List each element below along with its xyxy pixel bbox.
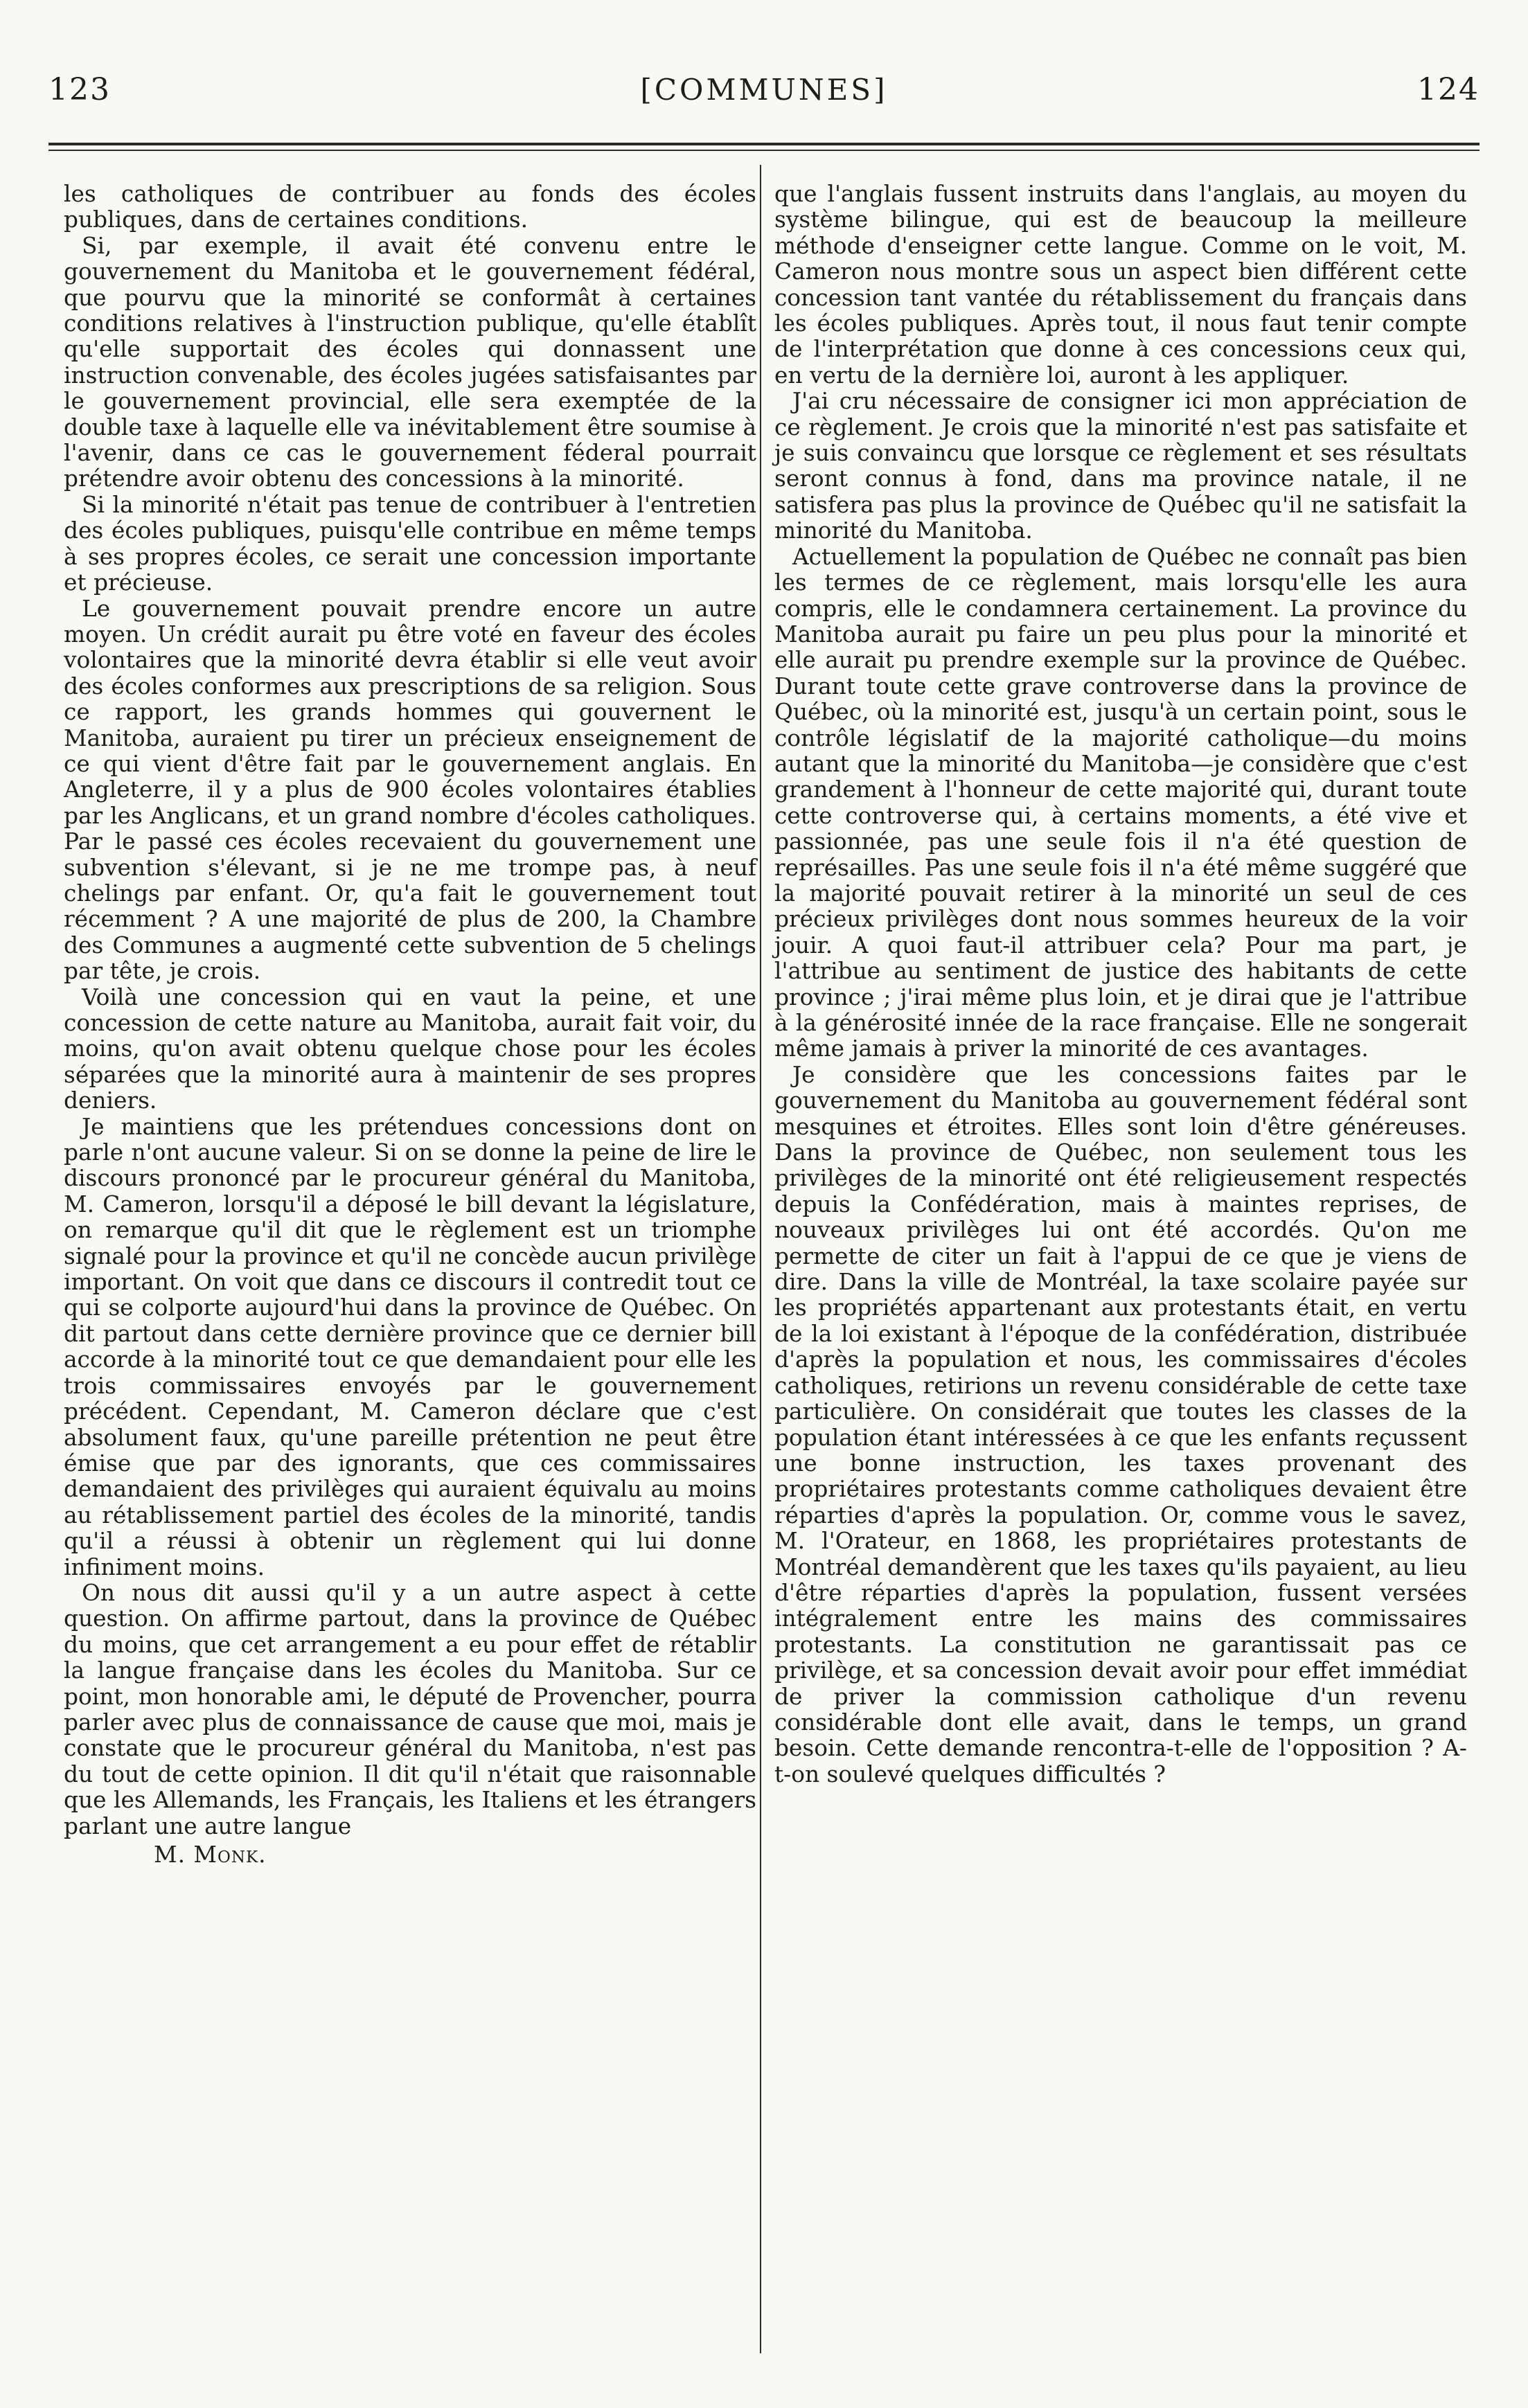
paragraph: Voilà une concession qui en vaut la peine, et une concession de cette nature au Manitoba, aurait fait voir, du moins, qu'on avait obtenu quelque chose pour les écoles séparées que la minorité aura à maintenir de ses propres deniers. [64, 983, 756, 1114]
column-divider [760, 165, 761, 2353]
paragraph: Si, par exemple, il avait été convenu entre le gouvernement du Manitoba et le gouvernement fédéral, que pourvu que la minorité se conformât à certaines conditions relatives à l'instruction publique, qu'elle établît qu'elle supportait des écoles qui donnassent une instruction convenable, des écoles jugées satisfaisantes par le gouvernement provincial, elle sera exemptée de la double taxe à laquelle elle va inévitablement être soumise à l'avenir, dans ce cas le gouvernement féderal pourrait prétendre avoir obtenu des concessions à la minorité. [64, 232, 756, 492]
section-title: [COMMUNES] [640, 72, 888, 107]
page-header [48, 65, 1480, 114]
header-rule-thin [48, 150, 1480, 151]
paragraph: Je considère que les concessions faites par le gouvernement du Manitoba au gouvernement fédéral sont mesquines et étroites. Elles sont loin d'être généreuses. Dans la province de Québec, non seulement tous les privilèges de la minorité ont été religieusement respectés depuis la Confédération, mais à maintes reprises, de nouveaux privilèges lui ont été accordés. Qu'on me permette de citer un fait à l'appui de ce que je viens de dire. Dans la ville de Montréal, la taxe scolaire payée sur les propriétés appartenant aux protestants était, en vertu de la loi existant à l'époque de la confédération, distribuée d'après la population et nous, les commissaires d'écoles catholiques, retirions un revenu considérable de cette taxe particulière. On considérait que toutes les classes de la population étant intéressées à ce que les enfants reçussent une bonne instruction, les taxes provenant des propriétaires protestants comme catholiques devaient être réparties d'après la population. Or, comme vous le savez, M. l'Orateur, en 1868, les propriétaires protestants de Montréal demandèrent que les taxes qu'ils payaient, au lieu d'être réparties d'après la population, fussent versées intégralement entre les mains des commissaires protestants. La constitution ne garantissait pas ce privilège, et sa concession devait avoir pour effet immédiat de priver la commission catholique d'un revenu considérable dont elle avait, dans le temps, un grand besoin. Cette demande rencontra-t-elle de l'opposition ? A-t-on soulevé quelques difficultés ? [774, 1061, 1467, 1787]
paragraph: Je maintiens que les prétendues concessions dont on parle n'ont aucune valeur. Si on se donne la peine de lire le discours prononcé par le procureur général du Manitoba, M. Cameron, lorsqu'il a déposé le bill devant la législature, on remarque qu'il dit que le règlement est un triomphe signalé pour la province et qu'il ne concède aucun privilège important. On voit que dans ce discours il contredit tout ce qui se colporte aujourd'hui dans la province de Québec. On dit partout dans cette dernière province que ce dernier bill accorde à la minorité tout ce que demandaient pour elle les trois commissaires envoyés par le gouvernement précédent. Cependant, M. Cameron déclare que c'est absolument faux, qu'une pareille prétention ne peut être émise que par des ignorants, que ces commissaires demandaient des privilèges qui auraient équivalu au moins au rétablissement partiel des écoles de la minorité, tandis qu'il a réussi à obtenir un règlement qui lui donne infiniment moins. [64, 1113, 756, 1580]
right-column [774, 181, 1467, 1787]
header-rule [48, 143, 1480, 145]
paragraph: Actuellement la population de Québec ne connaît pas bien les termes de ce règlement, mais lorsqu'elle les aura compris, elle le condamnera certainement. La province du Manitoba aurait pu faire un peu plus pour la minorité et elle aurait pu prendre exemple sur la province de Québec. Durant toute cette grave controverse dans la province de Québec, où la minorité est, jusqu'à un certain point, sous le contrôle législatif de la majorité catholique—du moins autant que la minorité du Manitoba—je considère que c'est grandement à l'honneur de cette majorité qui, durant toute cette controverse qui, à certains moments, a été vive et passionnée, pas une seule fois il n'a été question de représailles. Pas une seule fois il n'a été même suggéré que la majorité pouvait retirer à la minorité un seul de ces précieux privilèges dont nous sommes heureux de la voir jouir. A quoi faut-il attribuer cela? Pour ma part, je l'attribue au sentiment de justice des habitants de cette province ; j'irai même plus loin, et je dirai que je l'attribue à la générosité innée de la race française. Elle ne songerait même jamais à priver la minorité de ces avantages. [774, 543, 1467, 1062]
speaker-name: M. Monk. [154, 1841, 267, 1868]
paragraph: Si la minorité n'était pas tenue de contribuer à l'entretien des écoles publiques, puisqu'elle contribue en même temps à ses propres écoles, ce serait une concession importante et précieuse. [64, 491, 756, 596]
paragraph: que l'anglais fussent instruits dans l'anglais, au moyen du système bilingue, qui est de beaucoup la meilleure méthode d'enseigner cette langue. Comme on le voit, M. Cameron nous montre sous un aspect bien différent cette concession tant vantée du rétablissement du français dans les écoles publiques. Après tout, il nous faut tenir compte de l'interprétation que donne à ces concessions ceux qui, en vertu de la dernière loi, auront à les appliquer. [774, 181, 1467, 389]
paragraph: J'ai cru nécessaire de consigner ici mon appréciation de ce règlement. Je crois que la minorité n'est pas satisfaite et je suis convaincu que lorsque ce règlement et ses résultats seront connus à fond, dans ma province natale, il ne satisfera pas plus la province de Québec qu'il ne satisfait la minorité du Manitoba. [774, 388, 1467, 544]
paragraph: On nous dit aussi qu'il y a un autre aspect à cette question. On affirme partout, dans la province de Québec du moins, que cet arrangement a eu pour effet de rétablir la langue française dans les écoles du Manitoba. Sur ce point, mon honorable ami, le député de Provencher, pourra parler avec plus de connaissance de cause que moi, mais je constate que le procureur général du Manitoba, n'est pas du tout de cette opinion. Il dit qu'il n'était que raisonnable que les Allemands, les Français, les Italiens et les étrangers parlant une autre langue [64, 1579, 756, 1839]
page-number-left: 123 [48, 71, 111, 107]
left-column [64, 181, 756, 1868]
page-number-right: 124 [1417, 71, 1480, 107]
paragraph: Le gouvernement pouvait prendre encore un autre moyen. Un crédit aurait pu être voté en faveur des écoles volontaires que la minorité devra établir si elle veut avoir des écoles conformes aux prescriptions de sa religion. Sous ce rapport, les grands hommes qui gouvernent le Manitoba, auraient pu tirer un précieux enseignement de ce qui vient d'être fait par le gouvernement anglais. En Angleterre, il y a plus de 900 écoles volontaires établies par les Anglicans, et un grand nombre d'écoles catholiques. Par le passé ces écoles recevaient du gouvernement une subvention s'élevant, si je ne me trompe pas, à neuf chelings par enfant. Or, qu'a fait le gouvernement tout récemment ? A une majorité de plus de 200, la Chambre des Communes a augmenté cette subvention de 5 chelings par tête, je crois. [64, 595, 756, 985]
paragraph: les catholiques de contribuer au fonds des écoles publiques, dans de certaines conditions. [64, 181, 756, 233]
